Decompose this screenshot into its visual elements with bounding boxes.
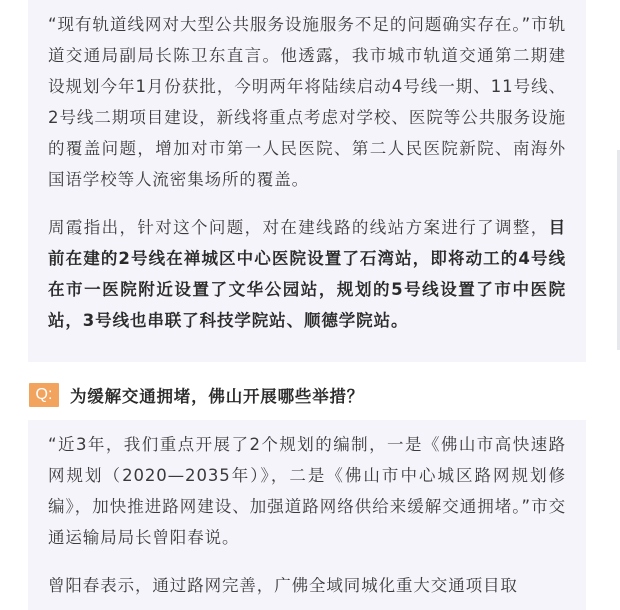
paragraph-station-bold: 目前在建的2号线在禅城区中心医院设置了石湾站，即将动工的4号线在市一医院附近设置了文华公园站，规划的5号线设置了市中医院站，3号线也串联了科技学院站、顺德学院站。: [48, 218, 566, 330]
paragraph-metro-coverage: “现有轨道线网对大型公共服务设施服务不足的问题确实存在。”市轨道交通局副局长陈卫东直言。他透露，我市城市轨道交通第二期建设规划今年1月份获批，今明两年将陆续启动4号线一期、11号线、2号线二期项目建设，新线将重点考虑对学校、医院等公共服务设施的覆盖问题，增加对市第一人民医院、第二人民医院新院、南海外国语学校等人流密集场所的覆盖。: [48, 15, 566, 189]
question-text: 为缓解交通拥堵，佛山开展哪些举措？: [70, 386, 365, 406]
question-heading: [29, 381, 364, 408]
paragraph-station-adjustment: [48, 212, 566, 336]
q-badge: Q:: [29, 383, 59, 407]
paragraph-road-network: 曾阳春表示，通过路网完善，广佛全域同城化重大交通项目取: [48, 576, 518, 595]
quote-card-1: [28, 0, 586, 362]
paragraph-station-intro: 周霞指出，针对这个问题，对在建线路的线站方案进行了调整，: [48, 218, 549, 237]
paragraph-road-planning: “近3年，我们重点开展了2个规划的编制，一是《佛山市高快速路网规划（2020—2035年）》，二是《佛山市中心城区路网规划修编》，加快推进路网建设、加强道路网络供给来缓解交通拥堵。”市交通运输局局长曾阳春说。: [48, 435, 566, 547]
quote-card-2: [28, 420, 586, 610]
